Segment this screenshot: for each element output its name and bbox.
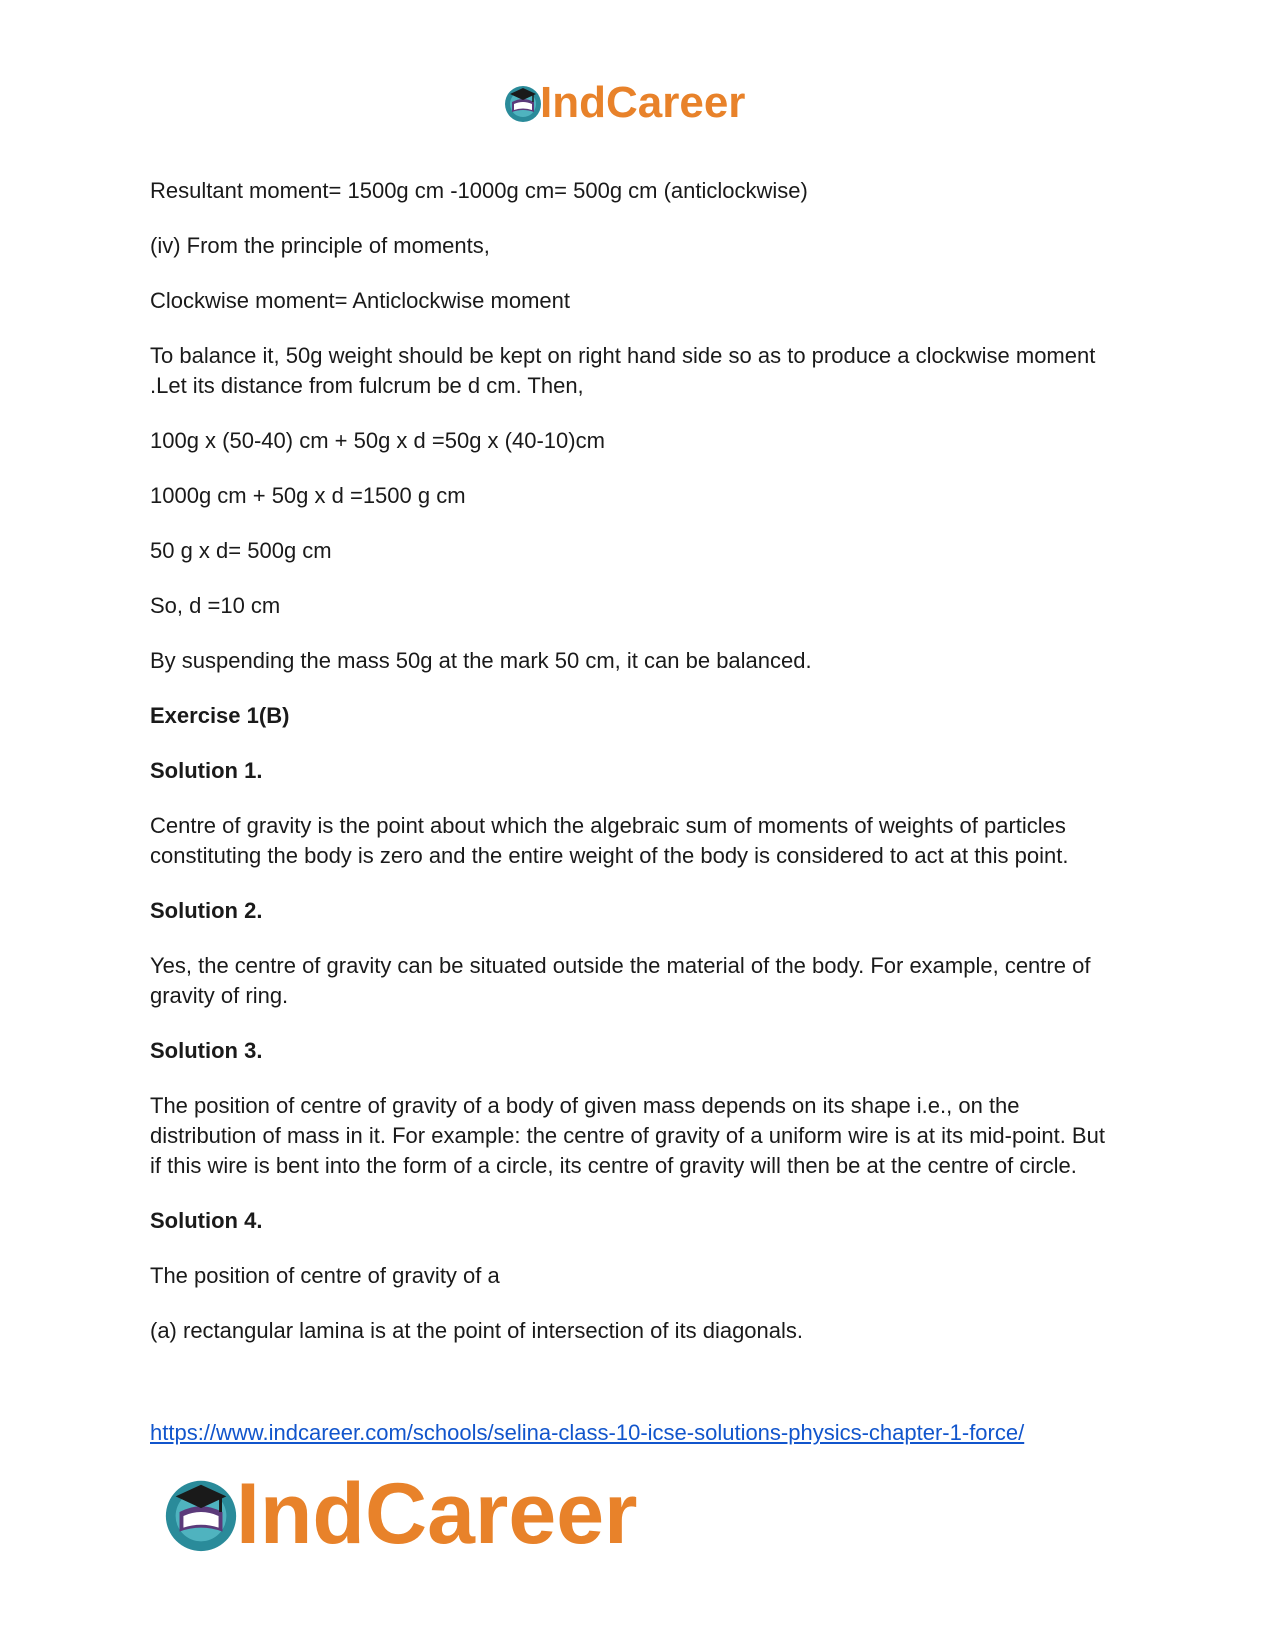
body-paragraph: The position of centre of gravity of a bbox=[150, 1263, 500, 1288]
body-paragraph: To balance it, 50g weight should be kept on right hand side so as to produce a clockwise moment .Let its distance from fulcrum be d cm. Then, bbox=[150, 343, 1096, 398]
body-paragraph: (a) rectangular lamina is at the point of intersection of its diagonals. bbox=[150, 1318, 804, 1343]
body-paragraph: Centre of gravity is the point about which the algebraic sum of moments of weights of particles constituting the body is zero and the entire weight of the body is considered to act at this point. bbox=[150, 813, 1069, 868]
section-heading: Solution 4. bbox=[150, 1208, 263, 1233]
body-paragraph: Yes, the centre of gravity can be situated outside the material of the body. For example, centre of gravity of ring. bbox=[150, 953, 1091, 1008]
graduation-globe-icon bbox=[160, 1473, 242, 1555]
body-paragraph: Clockwise moment= Anticlockwise moment bbox=[150, 288, 570, 313]
body-paragraph: 100g x (50-40) cm + 50g x d =50g x (40-10)cm bbox=[150, 428, 605, 453]
body-paragraph: The position of centre of gravity of a body of given mass depends on its shape i.e., on the distribution of mass in it. For example: the centre of gravity of a uniform wire is at its mid-point. But if this wire is bent into the form of a circle, its centre of gravity will then be at the centre of circle. bbox=[150, 1093, 1105, 1178]
header-logo bbox=[502, 80, 745, 126]
section-heading: Solution 3. bbox=[150, 1038, 263, 1063]
section-heading: Solution 2. bbox=[150, 898, 263, 923]
graduation-globe-icon bbox=[502, 82, 544, 124]
header-logo-text: IndCareer bbox=[540, 78, 746, 127]
body-paragraph: So, d =10 cm bbox=[150, 593, 281, 618]
body-paragraph: (iv) From the principle of moments, bbox=[150, 233, 490, 258]
section-heading: Solution 1. bbox=[150, 758, 263, 783]
body-paragraph: By suspending the mass 50g at the mark 50 cm, it can be balanced. bbox=[150, 648, 812, 673]
footer-logo bbox=[160, 1466, 638, 1562]
body-paragraph: 50 g x d= 500g cm bbox=[150, 538, 332, 563]
body-paragraph: Resultant moment= 1500g cm -1000g cm= 500g cm (anticlockwise) bbox=[150, 178, 808, 203]
document-body bbox=[150, 176, 1110, 1371]
footer-logo-text: IndCareer bbox=[236, 1466, 638, 1562]
section-heading: Exercise 1(B) bbox=[150, 703, 290, 728]
body-paragraph: 1000g cm + 50g x d =1500 g cm bbox=[150, 483, 466, 508]
source-url-link[interactable]: https://www.indcareer.com/schools/selina-class-10-icse-solutions-physics-chapter-1-force/ bbox=[150, 1420, 1025, 1445]
